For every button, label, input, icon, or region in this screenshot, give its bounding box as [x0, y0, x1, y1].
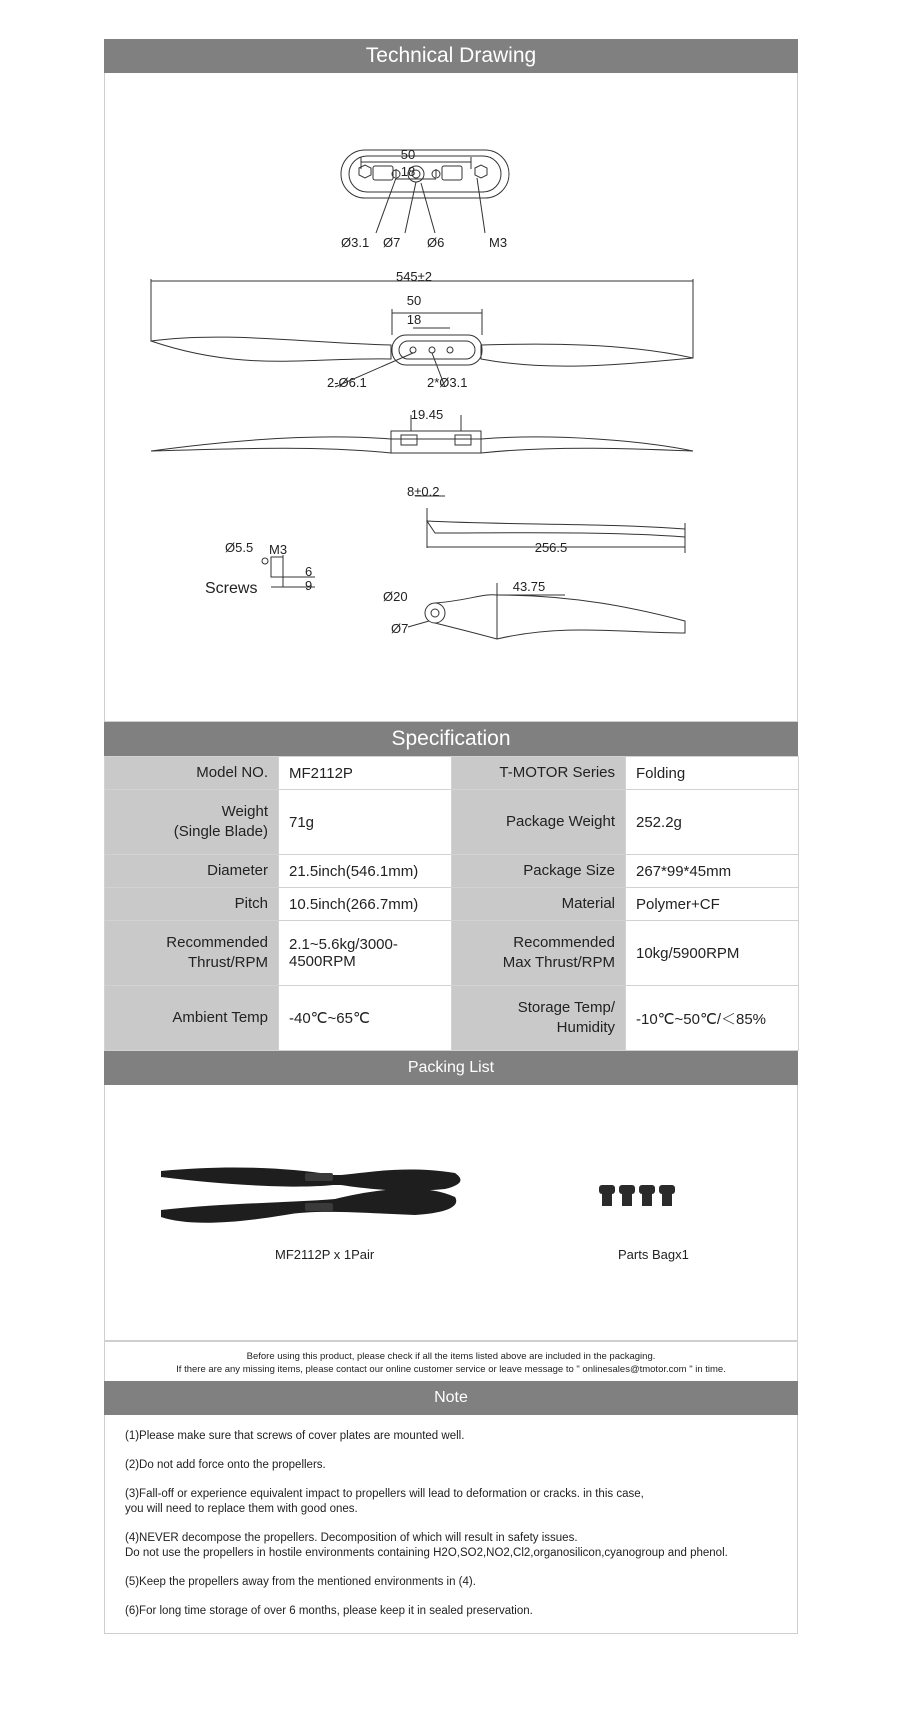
- dim-mid-inner: 18: [406, 312, 422, 327]
- check-note-line-2: If there are any missing items, please contact our online customer service or leave message to " onlinesales@tmotor.com " in time.: [176, 1364, 726, 1375]
- spec-value: 21.5inch(546.1mm): [279, 855, 452, 888]
- dim-m3: M3: [489, 235, 508, 250]
- packing-list-header: Packing List: [104, 1051, 798, 1085]
- blade-tip-side: [427, 521, 685, 537]
- hub-plate-outline: [341, 150, 509, 198]
- spec-value: 10.5inch(266.7mm): [279, 888, 452, 921]
- dim-screw-9: 9: [305, 578, 313, 593]
- spec-row: [105, 921, 799, 986]
- spec-label: Pitch: [105, 888, 279, 921]
- packing-item-propellers: MF2112P x 1Pair: [275, 1247, 375, 1262]
- spec-value: MF2112P: [279, 757, 452, 790]
- hub-side: [391, 431, 481, 453]
- packing-images: [105, 1085, 797, 1340]
- spec-row: [105, 986, 799, 1051]
- specification-header: Specification: [104, 722, 798, 756]
- note-list: [104, 1415, 798, 1634]
- spec-value: 252.2g: [626, 790, 799, 855]
- dim-screw-6: 6: [305, 564, 313, 579]
- blade-side-outline: [151, 437, 693, 453]
- technical-drawing: [105, 73, 797, 721]
- blade-right-outline: [481, 279, 693, 366]
- screws-label: Screws: [205, 580, 258, 597]
- spec-row: [105, 790, 799, 855]
- propeller-pair-image: [161, 1168, 460, 1223]
- spec-row: [105, 888, 799, 921]
- dim-blade-len: 256.5: [534, 540, 568, 555]
- spec-value: -40℃~65℃: [279, 986, 452, 1051]
- dim-top-overall: 50: [400, 147, 416, 162]
- spec-label: Ambient Temp: [105, 986, 279, 1051]
- blade-root-circle: [425, 603, 445, 623]
- dim-hub-height: 19.45: [410, 407, 444, 422]
- spec-label: Material: [452, 888, 626, 921]
- spec-value: Polymer+CF: [626, 888, 799, 921]
- dim-span: 545±2: [395, 269, 433, 284]
- dim-holes-b: 2*Ø3.1: [427, 375, 468, 390]
- dim-root-d: Ø20: [383, 589, 408, 604]
- spec-value: 10kg/5900RPM: [626, 921, 799, 986]
- technical-drawing-header: Technical Drawing: [104, 39, 798, 73]
- blade-left-outline: [151, 279, 391, 361]
- dim-hole-7: Ø7: [383, 235, 401, 250]
- note-item: (1)Please make sure that screws of cover plates are mounted well.: [125, 1430, 465, 1442]
- dim-mid-overall: 50: [406, 293, 422, 308]
- spec-label: T-MOTOR Series: [452, 757, 626, 790]
- spec-value: 2.1~5.6kg/3000-4500RPM: [279, 921, 452, 986]
- technical-drawing-area: [104, 73, 798, 722]
- spec-label: Diameter: [105, 855, 279, 888]
- dim-root-hole: Ø7: [391, 621, 409, 636]
- packing-check-note: [104, 1341, 798, 1381]
- spec-value: 71g: [279, 790, 452, 855]
- spec-label: Recommended Thrust/RPM: [105, 921, 279, 986]
- dim-tip-thick: 8±0.2: [407, 484, 440, 499]
- dim-holes-a: 2-Ø6.1: [327, 375, 367, 390]
- spec-label: Model NO.: [105, 757, 279, 790]
- note-item: (6)For long time storage of over 6 months, please keep it in sealed preservation.: [125, 1605, 533, 1617]
- hub-front: [392, 335, 482, 365]
- parts-bag-image: [599, 1185, 675, 1206]
- dim-hole-6: Ø6: [427, 235, 445, 250]
- note-item: (4)NEVER decompose the propellers. Decomposition of which will result in safety issues. Do not use the propellers in hostile environments containing H2O,SO2,NO2,Cl2,organosilicon,cyanogroup and phenol.: [125, 1532, 728, 1559]
- dim-root-w: 43.75: [512, 579, 546, 594]
- dim-screw-d: Ø5.5: [225, 540, 254, 555]
- product-sheet: [104, 39, 798, 1634]
- spec-label: Storage Temp/ Humidity: [452, 986, 626, 1051]
- blade-root-outline: [435, 595, 685, 639]
- note-item: (3)Fall-off or experience equivalent impact to propellers will lead to deformation or cracks. in this case, you will need to replace them with good ones.: [125, 1488, 644, 1515]
- spec-value: Folding: [626, 757, 799, 790]
- spec-value: -10℃~50℃/＜85%: [626, 986, 799, 1051]
- spec-label: Recommended Max Thrust/RPM: [452, 921, 626, 986]
- check-note-line-1: Before using this product, please check if all the items listed above are included in the packaging.: [246, 1351, 656, 1362]
- spec-row: [105, 757, 799, 790]
- dim-hole-31: Ø3.1: [341, 235, 370, 250]
- spec-label: Weight (Single Blade): [105, 790, 279, 855]
- dim-screw-m: M3: [269, 542, 288, 557]
- spec-label: Package Size: [452, 855, 626, 888]
- spec-value: 267*99*45mm: [626, 855, 799, 888]
- specification-table: [104, 756, 799, 1051]
- packing-list-area: [104, 1085, 798, 1341]
- note-item: (2)Do not add force onto the propellers.: [125, 1459, 326, 1471]
- spec-row: [105, 855, 799, 888]
- spec-label: Package Weight: [452, 790, 626, 855]
- note-item: (5)Keep the propellers away from the mentioned environments in (4).: [125, 1576, 476, 1588]
- note-header: Note: [104, 1381, 798, 1415]
- dim-top-inner: 18: [400, 164, 416, 179]
- packing-item-parts-bag: Parts Bagx1: [618, 1247, 689, 1262]
